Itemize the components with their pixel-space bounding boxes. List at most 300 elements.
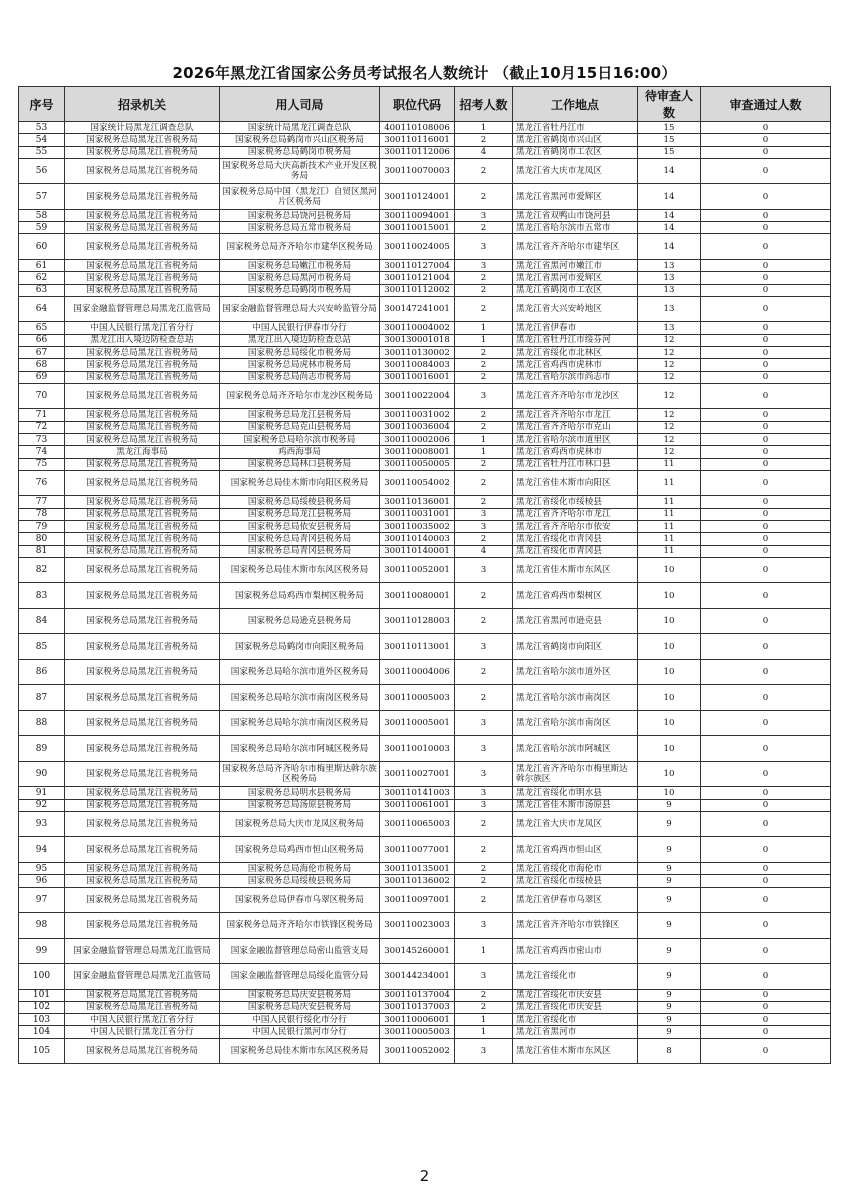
- cell-quota: 1: [455, 938, 513, 964]
- cell-approved: 0: [701, 470, 831, 496]
- table-row: [19, 710, 831, 736]
- cell-quota: 3: [455, 761, 513, 787]
- cell-pending: 10: [638, 710, 701, 736]
- cell-location: 黑龙江省绥化市绥棱县: [513, 496, 638, 508]
- cell-pending: 9: [638, 989, 701, 1001]
- cell-agency: 国家税务总局黑龙江省税务局: [65, 496, 220, 508]
- header-quota: 招考人数: [455, 87, 513, 122]
- cell-bureau: 国家税务总局依安县税务局: [220, 520, 380, 532]
- cell-quota: 3: [455, 508, 513, 520]
- cell-code: 300110113001: [380, 634, 455, 660]
- cell-bureau: 国家税务总局龙江县税务局: [220, 409, 380, 421]
- cell-pending: 12: [638, 334, 701, 346]
- registration-table: [18, 86, 831, 1064]
- cell-approved: 0: [701, 875, 831, 887]
- cell-seq: 93: [19, 811, 65, 837]
- cell-seq: 72: [19, 421, 65, 433]
- cell-seq: 101: [19, 989, 65, 1001]
- cell-agency: 国家税务总局黑龙江省税务局: [65, 209, 220, 221]
- cell-seq: 61: [19, 259, 65, 271]
- header-bureau: 用人司局: [220, 87, 380, 122]
- cell-seq: 68: [19, 359, 65, 371]
- header-approved: 审查通过人数: [701, 87, 831, 122]
- cell-approved: 0: [701, 496, 831, 508]
- cell-approved: 0: [701, 787, 831, 799]
- cell-agency: 国家税务总局黑龙江省税务局: [65, 761, 220, 787]
- cell-agency: 国家税务总局黑龙江省税务局: [65, 545, 220, 557]
- cell-quota: 2: [455, 409, 513, 421]
- cell-pending: 9: [638, 799, 701, 811]
- cell-pending: 9: [638, 811, 701, 837]
- table-row: [19, 1026, 831, 1038]
- cell-bureau: 国家税务总局海伦市税务局: [220, 862, 380, 874]
- cell-code: 300110065003: [380, 811, 455, 837]
- cell-approved: 0: [701, 736, 831, 762]
- cell-approved: 0: [701, 533, 831, 545]
- cell-seq: 105: [19, 1038, 65, 1064]
- cell-pending: 9: [638, 1026, 701, 1038]
- cell-code: 300145260001: [380, 938, 455, 964]
- cell-code: 300110005001: [380, 710, 455, 736]
- cell-approved: 0: [701, 583, 831, 609]
- cell-agency: 国家税务总局黑龙江省税务局: [65, 887, 220, 913]
- cell-location: 黑龙江省绥化市明水县: [513, 787, 638, 799]
- cell-approved: 0: [701, 837, 831, 863]
- cell-pending: 12: [638, 409, 701, 421]
- cell-code: 300110036004: [380, 421, 455, 433]
- table-row: [19, 346, 831, 358]
- cell-agency: 国家税务总局黑龙江省税务局: [65, 272, 220, 284]
- cell-location: 黑龙江省绥化市青冈县: [513, 545, 638, 557]
- cell-bureau: 国家税务总局汤原县税务局: [220, 799, 380, 811]
- cell-code: 300110080001: [380, 583, 455, 609]
- cell-pending: 11: [638, 533, 701, 545]
- table-row: [19, 659, 831, 685]
- cell-code: 300110128003: [380, 608, 455, 634]
- cell-quota: 2: [455, 583, 513, 609]
- cell-pending: 13: [638, 296, 701, 322]
- cell-bureau: 国家税务总局嫩江市税务局: [220, 259, 380, 271]
- cell-bureau: 国家税务总局绥棱县税务局: [220, 875, 380, 887]
- cell-bureau: 国家税务总局哈尔滨市道外区税务局: [220, 659, 380, 685]
- table-row: [19, 887, 831, 913]
- cell-approved: 0: [701, 799, 831, 811]
- cell-bureau: 国家税务总局伊春市乌翠区税务局: [220, 887, 380, 913]
- cell-seq: 95: [19, 862, 65, 874]
- cell-code: 300147241001: [380, 296, 455, 322]
- cell-approved: 0: [701, 209, 831, 221]
- cell-agency: 国家统计局黑龙江调查总队: [65, 122, 220, 134]
- cell-quota: 2: [455, 272, 513, 284]
- cell-location: 黑龙江省齐齐哈尔市依安: [513, 520, 638, 532]
- cell-location: 黑龙江省绥化市青冈县: [513, 533, 638, 545]
- table-row: [19, 811, 831, 837]
- cell-code: 300110005003: [380, 1026, 455, 1038]
- cell-bureau: 国家税务总局鹤岗市兴山区税务局: [220, 134, 380, 146]
- cell-location: 黑龙江省齐齐哈尔市龙沙区: [513, 383, 638, 409]
- cell-approved: 0: [701, 296, 831, 322]
- cell-approved: 0: [701, 634, 831, 660]
- cell-pending: 14: [638, 222, 701, 234]
- cell-agency: 国家税务总局黑龙江省税务局: [65, 184, 220, 210]
- cell-pending: 12: [638, 446, 701, 458]
- cell-seq: 102: [19, 1001, 65, 1013]
- cell-quota: 4: [455, 146, 513, 158]
- cell-agency: 国家税务总局黑龙江省税务局: [65, 284, 220, 296]
- cell-quota: 1: [455, 446, 513, 458]
- table-row: [19, 371, 831, 383]
- cell-pending: 10: [638, 583, 701, 609]
- cell-location: 黑龙江省佳木斯市汤原县: [513, 799, 638, 811]
- cell-agency: 国家金融监督管理总局黑龙江监管局: [65, 938, 220, 964]
- cell-agency: 国家税务总局黑龙江省税务局: [65, 134, 220, 146]
- cell-seq: 87: [19, 685, 65, 711]
- cell-pending: 10: [638, 736, 701, 762]
- cell-agency: 国家税务总局黑龙江省税务局: [65, 458, 220, 470]
- cell-location: 黑龙江省哈尔滨市道里区: [513, 433, 638, 445]
- table-row: [19, 608, 831, 634]
- cell-location: 黑龙江省哈尔滨市阿城区: [513, 736, 638, 762]
- cell-location: 黑龙江省哈尔滨市南岗区: [513, 685, 638, 711]
- cell-code: 300110124001: [380, 184, 455, 210]
- cell-agency: 国家税务总局黑龙江省税务局: [65, 383, 220, 409]
- cell-location: 黑龙江省黑河市爱辉区: [513, 184, 638, 210]
- cell-agency: 国家税务总局黑龙江省税务局: [65, 862, 220, 874]
- page-title: 2026年黑龙江省国家公务员考试报名人数统计 （截止10月15日16:00）: [172, 64, 677, 82]
- table-row: [19, 520, 831, 532]
- cell-seq: 65: [19, 322, 65, 334]
- cell-code: 300110052001: [380, 557, 455, 583]
- cell-agency: 国家税务总局黑龙江省税务局: [65, 433, 220, 445]
- cell-agency: 国家税务总局黑龙江省税务局: [65, 787, 220, 799]
- table-row: [19, 913, 831, 939]
- cell-approved: 0: [701, 862, 831, 874]
- cell-bureau: 国家税务总局林口县税务局: [220, 458, 380, 470]
- cell-quota: 2: [455, 887, 513, 913]
- cell-agency: 国家税务总局黑龙江省税务局: [65, 346, 220, 358]
- cell-seq: 70: [19, 383, 65, 409]
- cell-agency: 国家税务总局黑龙江省税务局: [65, 989, 220, 1001]
- cell-pending: 9: [638, 938, 701, 964]
- cell-agency: 国家税务总局黑龙江省税务局: [65, 608, 220, 634]
- table-row: [19, 446, 831, 458]
- cell-approved: 0: [701, 334, 831, 346]
- cell-quota: 3: [455, 799, 513, 811]
- cell-pending: 10: [638, 557, 701, 583]
- cell-quota: 3: [455, 736, 513, 762]
- cell-bureau: 国家税务总局大庆市龙凤区税务局: [220, 811, 380, 837]
- cell-quota: 1: [455, 122, 513, 134]
- cell-location: 黑龙江省鸡西市梨树区: [513, 583, 638, 609]
- cell-bureau: 国家税务总局鹤岗市税务局: [220, 146, 380, 158]
- table-row: [19, 284, 831, 296]
- cell-approved: 0: [701, 322, 831, 334]
- cell-location: 黑龙江省鸡西市密山市: [513, 938, 638, 964]
- cell-quota: 2: [455, 862, 513, 874]
- cell-location: 黑龙江省哈尔滨市五常市: [513, 222, 638, 234]
- cell-seq: 71: [19, 409, 65, 421]
- table-row: [19, 209, 831, 221]
- cell-quota: 1: [455, 433, 513, 445]
- cell-seq: 104: [19, 1026, 65, 1038]
- cell-approved: 0: [701, 545, 831, 557]
- cell-pending: 14: [638, 234, 701, 260]
- table-row: [19, 533, 831, 545]
- table-row: [19, 938, 831, 964]
- cell-location: 黑龙江省大兴安岭地区: [513, 296, 638, 322]
- cell-seq: 54: [19, 134, 65, 146]
- cell-seq: 94: [19, 837, 65, 863]
- cell-seq: 103: [19, 1014, 65, 1026]
- cell-pending: 13: [638, 272, 701, 284]
- cell-bureau: 国家税务总局中国（黑龙江）自贸区黑河片区税务局: [220, 184, 380, 210]
- cell-quota: 2: [455, 875, 513, 887]
- cell-pending: 12: [638, 433, 701, 445]
- cell-approved: 0: [701, 458, 831, 470]
- cell-quota: 3: [455, 634, 513, 660]
- cell-location: 黑龙江省哈尔滨市道外区: [513, 659, 638, 685]
- cell-agency: 国家税务总局黑龙江省税务局: [65, 1001, 220, 1013]
- cell-approved: 0: [701, 359, 831, 371]
- cell-bureau: 国家税务总局哈尔滨市税务局: [220, 433, 380, 445]
- table-row: [19, 837, 831, 863]
- cell-location: 黑龙江省绥化市庆安县: [513, 1001, 638, 1013]
- cell-quota: 2: [455, 158, 513, 184]
- cell-quota: 2: [455, 533, 513, 545]
- cell-bureau: 国家税务总局鸡西市恒山区税务局: [220, 837, 380, 863]
- cell-pending: 9: [638, 875, 701, 887]
- cell-bureau: 国家税务总局哈尔滨市南岗区税务局: [220, 710, 380, 736]
- cell-seq: 57: [19, 184, 65, 210]
- cell-quota: 2: [455, 496, 513, 508]
- cell-pending: 12: [638, 383, 701, 409]
- cell-approved: 0: [701, 659, 831, 685]
- cell-code: 300144234001: [380, 964, 455, 990]
- cell-code: 300110008001: [380, 446, 455, 458]
- cell-code: 300110136001: [380, 496, 455, 508]
- cell-quota: 1: [455, 322, 513, 334]
- cell-approved: 0: [701, 557, 831, 583]
- cell-seq: 100: [19, 964, 65, 990]
- cell-bureau: 国家税务总局庆安县税务局: [220, 1001, 380, 1013]
- cell-quota: 4: [455, 545, 513, 557]
- cell-bureau: 国家税务总局齐齐哈尔市铁锋区税务局: [220, 913, 380, 939]
- cell-approved: 0: [701, 685, 831, 711]
- cell-bureau: 国家税务总局鸡西市梨树区税务局: [220, 583, 380, 609]
- cell-seq: 84: [19, 608, 65, 634]
- cell-quota: 2: [455, 421, 513, 433]
- cell-bureau: 国家税务总局庆安县税务局: [220, 989, 380, 1001]
- table-row: [19, 875, 831, 887]
- table-row: [19, 359, 831, 371]
- cell-quota: 2: [455, 284, 513, 296]
- cell-pending: 8: [638, 1038, 701, 1064]
- cell-seq: 90: [19, 761, 65, 787]
- cell-quota: 3: [455, 710, 513, 736]
- cell-location: 黑龙江省伊春市乌翠区: [513, 887, 638, 913]
- cell-pending: 12: [638, 346, 701, 358]
- cell-approved: 0: [701, 284, 831, 296]
- cell-seq: 53: [19, 122, 65, 134]
- cell-bureau: 国家税务总局逊克县税务局: [220, 608, 380, 634]
- cell-pending: 9: [638, 964, 701, 990]
- cell-location: 黑龙江省绥化市: [513, 964, 638, 990]
- cell-bureau: 国家税务总局鹤岗市向阳区税务局: [220, 634, 380, 660]
- cell-code: 300110094001: [380, 209, 455, 221]
- cell-code: 300110112006: [380, 146, 455, 158]
- cell-bureau: 国家税务总局绥化市税务局: [220, 346, 380, 358]
- cell-agency: 中国人民银行黑龙江省分行: [65, 1026, 220, 1038]
- cell-seq: 77: [19, 496, 65, 508]
- cell-bureau: 国家税务总局哈尔滨市南岗区税务局: [220, 685, 380, 711]
- table-row: [19, 508, 831, 520]
- cell-location: 黑龙江省齐齐哈尔市建华区: [513, 234, 638, 260]
- cell-location: 黑龙江省佳木斯市向阳区: [513, 470, 638, 496]
- cell-quota: 2: [455, 1001, 513, 1013]
- cell-agency: 国家税务总局黑龙江省税务局: [65, 371, 220, 383]
- cell-pending: 9: [638, 913, 701, 939]
- cell-pending: 11: [638, 496, 701, 508]
- cell-location: 黑龙江省齐齐哈尔市龙江: [513, 508, 638, 520]
- cell-seq: 59: [19, 222, 65, 234]
- cell-approved: 0: [701, 421, 831, 433]
- page-number: 2: [419, 1167, 430, 1185]
- cell-quota: 2: [455, 470, 513, 496]
- cell-quota: 2: [455, 184, 513, 210]
- cell-agency: 国家税务总局黑龙江省税务局: [65, 913, 220, 939]
- cell-quota: 3: [455, 209, 513, 221]
- cell-seq: 85: [19, 634, 65, 660]
- cell-agency: 国家税务总局黑龙江省税务局: [65, 1038, 220, 1064]
- header-code: 职位代码: [380, 87, 455, 122]
- cell-location: 黑龙江省鸡西市恒山区: [513, 837, 638, 863]
- cell-quota: 3: [455, 1038, 513, 1064]
- table-row: [19, 146, 831, 158]
- cell-quota: 2: [455, 346, 513, 358]
- cell-seq: 58: [19, 209, 65, 221]
- table-row: [19, 799, 831, 811]
- cell-pending: 11: [638, 520, 701, 532]
- cell-quota: 1: [455, 1026, 513, 1038]
- cell-seq: 76: [19, 470, 65, 496]
- cell-code: 300110050005: [380, 458, 455, 470]
- cell-code: 300110004002: [380, 322, 455, 334]
- cell-bureau: 国家金融监督管理总局绥化监管分局: [220, 964, 380, 990]
- cell-location: 黑龙江省绥化市海伦市: [513, 862, 638, 874]
- cell-bureau: 中国人民银行绥化市分行: [220, 1014, 380, 1026]
- cell-code: 400110108006: [380, 122, 455, 134]
- cell-approved: 0: [701, 371, 831, 383]
- cell-agency: 国家税务总局黑龙江省税务局: [65, 557, 220, 583]
- table-row: [19, 989, 831, 1001]
- cell-pending: 10: [638, 659, 701, 685]
- cell-agency: 国家税务总局黑龙江省税务局: [65, 146, 220, 158]
- cell-agency: 国家税务总局黑龙江省税务局: [65, 234, 220, 260]
- cell-quota: 2: [455, 458, 513, 470]
- cell-agency: 黑龙江海事局: [65, 446, 220, 458]
- cell-seq: 78: [19, 508, 65, 520]
- table-row: [19, 545, 831, 557]
- cell-seq: 99: [19, 938, 65, 964]
- cell-bureau: 国家税务总局齐齐哈尔市梅里斯达斡尔族区税务局: [220, 761, 380, 787]
- cell-quota: 2: [455, 296, 513, 322]
- cell-pending: 12: [638, 421, 701, 433]
- cell-location: 黑龙江省齐齐哈尔市梅里斯达斡尔族区: [513, 761, 638, 787]
- table-row: [19, 761, 831, 787]
- table-row: [19, 383, 831, 409]
- cell-quota: 2: [455, 359, 513, 371]
- cell-agency: 国家税务总局黑龙江省税务局: [65, 634, 220, 660]
- cell-approved: 0: [701, 1038, 831, 1064]
- cell-bureau: 国家税务总局龙江县税务局: [220, 508, 380, 520]
- cell-approved: 0: [701, 346, 831, 358]
- cell-agency: 国家税务总局黑龙江省税务局: [65, 421, 220, 433]
- cell-location: 黑龙江省牡丹江市林口县: [513, 458, 638, 470]
- cell-bureau: 国家税务总局大庆高新技术产业开发区税务局: [220, 158, 380, 184]
- header-pending: 待审查人数: [638, 87, 701, 122]
- table-row: [19, 272, 831, 284]
- cell-agency: 中国人民银行黑龙江省分行: [65, 1014, 220, 1026]
- table-row: [19, 1014, 831, 1026]
- cell-location: 黑龙江省齐齐哈尔市铁锋区: [513, 913, 638, 939]
- cell-seq: 60: [19, 234, 65, 260]
- cell-pending: 15: [638, 122, 701, 134]
- cell-bureau: 国家税务总局绥棱县税务局: [220, 496, 380, 508]
- cell-quota: 2: [455, 989, 513, 1001]
- cell-approved: 0: [701, 184, 831, 210]
- cell-code: 300110061001: [380, 799, 455, 811]
- cell-quota: 3: [455, 234, 513, 260]
- cell-approved: 0: [701, 989, 831, 1001]
- cell-code: 300110031001: [380, 508, 455, 520]
- cell-code: 300110127004: [380, 259, 455, 271]
- cell-quota: 2: [455, 659, 513, 685]
- cell-approved: 0: [701, 158, 831, 184]
- cell-agency: 国家税务总局黑龙江省税务局: [65, 837, 220, 863]
- cell-pending: 10: [638, 761, 701, 787]
- cell-approved: 0: [701, 446, 831, 458]
- table-row: [19, 184, 831, 210]
- table-row: [19, 259, 831, 271]
- cell-bureau: 国家税务总局五常市税务局: [220, 222, 380, 234]
- cell-bureau: 国家统计局黑龙江调查总队: [220, 122, 380, 134]
- cell-approved: 0: [701, 259, 831, 271]
- cell-code: 300110006001: [380, 1014, 455, 1026]
- cell-approved: 0: [701, 520, 831, 532]
- cell-seq: 67: [19, 346, 65, 358]
- cell-code: 300110004006: [380, 659, 455, 685]
- cell-code: 300110052002: [380, 1038, 455, 1064]
- table-row: [19, 685, 831, 711]
- table-row: [19, 1001, 831, 1013]
- cell-seq: 69: [19, 371, 65, 383]
- cell-approved: 0: [701, 938, 831, 964]
- cell-bureau: 国家税务总局克山县税务局: [220, 421, 380, 433]
- cell-seq: 97: [19, 887, 65, 913]
- cell-pending: 11: [638, 470, 701, 496]
- cell-agency: 国家税务总局黑龙江省税务局: [65, 158, 220, 184]
- cell-agency: 国家税务总局黑龙江省税务局: [65, 710, 220, 736]
- cell-location: 黑龙江省鹤岗市工农区: [513, 284, 638, 296]
- cell-pending: 10: [638, 634, 701, 660]
- cell-approved: 0: [701, 433, 831, 445]
- table-row: [19, 134, 831, 146]
- table-row: [19, 409, 831, 421]
- cell-approved: 0: [701, 146, 831, 158]
- cell-pending: 11: [638, 458, 701, 470]
- cell-location: 黑龙江省牡丹江市: [513, 122, 638, 134]
- cell-agency: 国家税务总局黑龙江省税务局: [65, 409, 220, 421]
